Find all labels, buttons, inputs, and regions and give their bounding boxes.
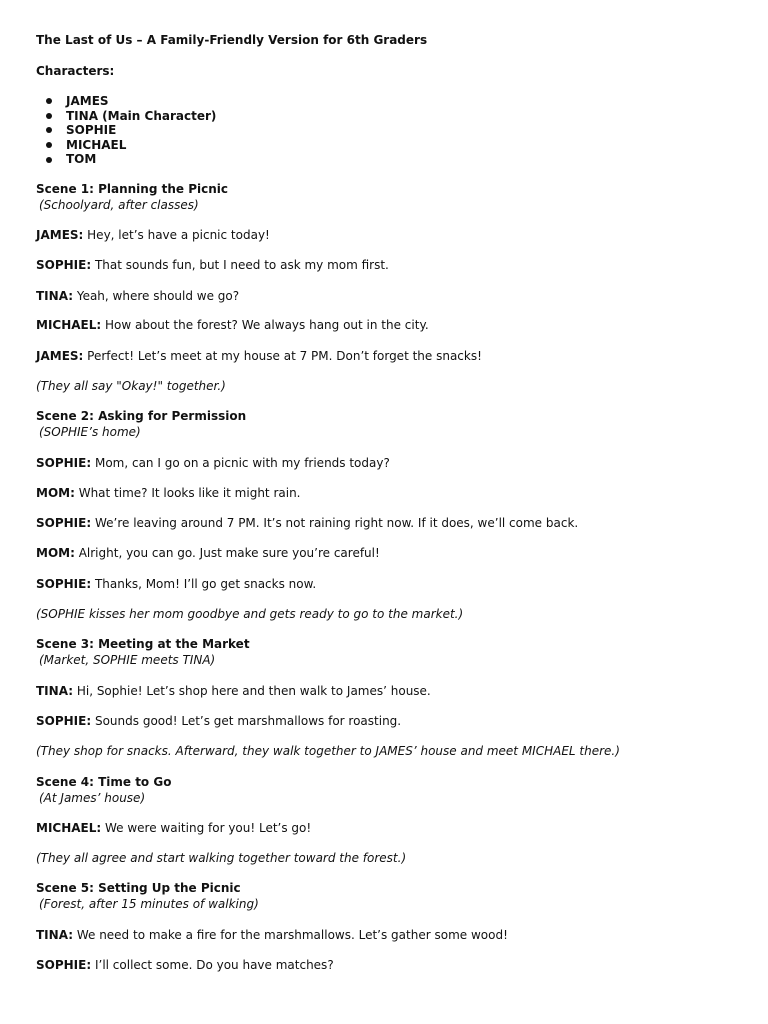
dialogue-line — [36, 684, 431, 698]
scene-title: Scene 4: Time to Go — [36, 775, 172, 789]
dialogue-line — [36, 958, 334, 972]
bullet-icon — [46, 142, 52, 148]
bullet-icon — [46, 157, 52, 163]
speaker: TINA: — [36, 289, 74, 303]
dialogue-line — [36, 228, 270, 242]
characters-heading: Characters: — [36, 64, 115, 78]
character-list — [46, 94, 216, 167]
speaker: SOPHIE: — [36, 516, 92, 530]
line-text: Sounds good! Let’s get marshmallows for roasting. — [91, 714, 402, 728]
line-text: We’re leaving around 7 PM. It’s not raining right now. If it does, we’ll come back. — [91, 516, 579, 530]
dialogue-line — [36, 928, 508, 942]
scene-heading — [36, 881, 259, 911]
speaker: MICHAEL: — [36, 318, 102, 332]
speaker: SOPHIE: — [36, 714, 92, 728]
line-text: We need to make a fire for the marshmallows. Let’s gather some wood! — [73, 928, 508, 942]
character-item: TINA (Main Character) — [46, 109, 216, 124]
dialogue-line — [36, 516, 578, 530]
scene-setting: (Forest, after 15 minutes of walking) — [39, 897, 259, 911]
scene-heading — [36, 775, 171, 805]
scene-heading — [36, 182, 228, 212]
scene-title: Scene 2: Asking for Permission — [36, 409, 247, 423]
line-text: Hi, Sophie! Let’s shop here and then walk to James’ house. — [73, 684, 431, 698]
line-text: Thanks, Mom! I’ll go get snacks now. — [91, 577, 317, 591]
speaker: SOPHIE: — [36, 258, 92, 272]
scene-title: Scene 1: Planning the Picnic — [36, 182, 228, 196]
speaker: JAMES: — [36, 228, 84, 242]
scene-title: Scene 3: Meeting at the Market — [36, 637, 250, 651]
dialogue-line — [36, 349, 482, 363]
speaker: SOPHIE: — [36, 456, 92, 470]
scene-setting: (At James’ house) — [39, 791, 146, 805]
scene-setting: (SOPHIE’s home) — [39, 425, 141, 439]
speaker: TINA: — [36, 684, 74, 698]
character-item: SOPHIE — [46, 123, 216, 138]
dialogue-line — [36, 318, 429, 332]
character-item: JAMES — [46, 94, 216, 109]
dialogue-line — [36, 258, 389, 272]
line-text: Perfect! Let’s meet at my house at 7 PM. Don’t forget the snacks! — [83, 349, 482, 363]
speaker: SOPHIE: — [36, 958, 92, 972]
stage-direction: (They all say "Okay!" together.) — [36, 379, 226, 393]
dialogue-line — [36, 821, 311, 835]
scene-setting: (Schoolyard, after classes) — [39, 198, 199, 212]
speaker: SOPHIE: — [36, 577, 92, 591]
line-text: That sounds fun, but I need to ask my mom first. — [91, 258, 389, 272]
bullet-icon — [46, 127, 52, 133]
character-item: MICHAEL — [46, 138, 216, 153]
dialogue-line — [36, 456, 390, 470]
line-text: I’ll collect some. Do you have matches? — [91, 958, 334, 972]
line-text: Alright, you can go. Just make sure you’re careful! — [74, 546, 380, 560]
line-text: How about the forest? We always hang out in the city. — [101, 318, 429, 332]
scene-title: Scene 5: Setting Up the Picnic — [36, 881, 241, 895]
bullet-icon — [46, 113, 52, 119]
line-text: Hey, let’s have a picnic today! — [83, 228, 270, 242]
speaker: TINA: — [36, 928, 74, 942]
line-text: Mom, can I go on a picnic with my friends today? — [91, 456, 390, 470]
dialogue-line — [36, 714, 401, 728]
dialogue-line — [36, 546, 380, 560]
line-text: What time? It looks like it might rain. — [74, 486, 301, 500]
dialogue-line — [36, 577, 316, 591]
stage-direction: (SOPHIE kisses her mom goodbye and gets ready to go to the market.) — [36, 607, 464, 621]
scene-heading — [36, 637, 250, 667]
document-title: The Last of Us – A Family-Friendly Version for 6th Graders — [36, 33, 428, 47]
dialogue-line — [36, 486, 300, 500]
speaker: MOM: — [36, 486, 75, 500]
character-item: TOM — [46, 152, 216, 167]
line-text: We were waiting for you! Let’s go! — [101, 821, 312, 835]
speaker: JAMES: — [36, 349, 84, 363]
scene-setting: (Market, SOPHIE meets TINA) — [39, 653, 216, 667]
stage-direction: (They all agree and start walking together toward the forest.) — [36, 851, 407, 865]
speaker: MICHAEL: — [36, 821, 102, 835]
bullet-icon — [46, 98, 52, 104]
stage-direction: (They shop for snacks. Afterward, they walk together to JAMES’ house and meet MICHAEL there.) — [36, 744, 620, 758]
line-text: Yeah, where should we go? — [73, 289, 240, 303]
dialogue-line — [36, 289, 239, 303]
scene-heading — [36, 409, 246, 439]
speaker: MOM: — [36, 546, 75, 560]
